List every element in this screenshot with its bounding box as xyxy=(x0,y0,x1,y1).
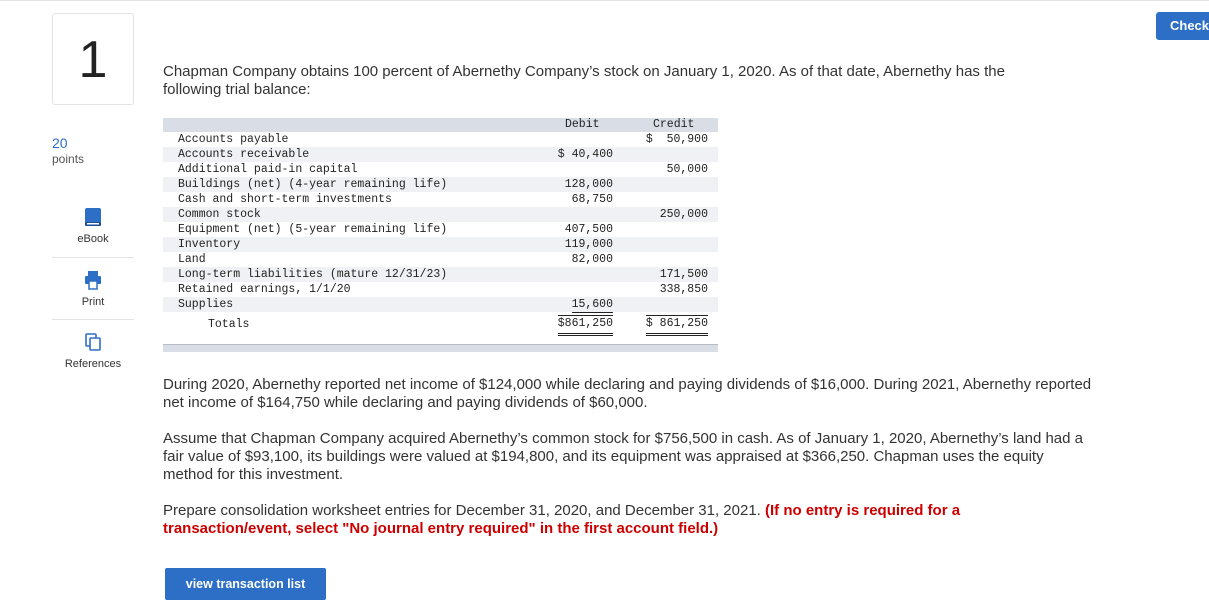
points-label: points xyxy=(52,152,85,166)
sidebar-item-ebook[interactable] xyxy=(52,195,134,257)
account-name: Supplies xyxy=(178,298,234,311)
book-icon xyxy=(84,207,102,227)
credit-cell: 338,850 xyxy=(659,283,708,296)
account-name: Long-term liabilities (mature 12/31/23) xyxy=(178,268,448,281)
acquisition-paragraph: Assume that Chapman Company acquired Abernethy’s common stock for $756,500 in cash. As of January 1, 2020, Abernethy’s land had a fair value of $93,100, its buildings were valued at $194,800, and its equipment was appraised at $366,250. Chapman uses the equity method for this investment. xyxy=(163,430,1084,483)
table-row xyxy=(163,177,718,192)
sidebar-item-print[interactable] xyxy=(52,257,134,319)
debit-cell: 407,500 xyxy=(564,223,613,236)
table-row xyxy=(163,252,718,267)
instructions-text: Prepare consolidation worksheet entries for December 31, 2020, and December 31, 2021. xyxy=(163,502,766,519)
debit-cell: $ 40,400 xyxy=(557,148,613,161)
table-row xyxy=(163,132,718,147)
account-name: Inventory xyxy=(178,238,241,251)
debit-header: Debit xyxy=(565,118,600,131)
credit-cell: 250,000 xyxy=(659,208,708,221)
credit-cell: $ 50,900 xyxy=(645,133,708,146)
totals-credit: $ 861,250 xyxy=(646,315,708,336)
income-paragraph: During 2020, Abernethy reported net income of $124,000 while declaring and paying dividends of $16,000. During 2021, Abernethy reported net income of $164,750 while declaring and paying dividends of $60,000. xyxy=(163,376,1092,411)
credit-header: Credit xyxy=(653,118,695,131)
top-divider xyxy=(0,0,1209,1)
sidebar-item-label: eBook xyxy=(77,233,109,245)
question-number-box xyxy=(52,13,134,105)
debit-cell: 128,000 xyxy=(564,178,613,191)
copy-icon xyxy=(84,332,102,352)
view-transaction-list-button[interactable]: view transaction list xyxy=(165,568,326,600)
trial-balance-header xyxy=(163,118,718,132)
totals-debit: $861,250 xyxy=(558,315,613,336)
account-name: Cash and short-term investments xyxy=(178,193,392,206)
points-value: 20 xyxy=(52,135,68,151)
account-name: Buildings (net) (4-year remaining life) xyxy=(178,178,448,191)
debit-cell: 82,000 xyxy=(571,253,613,266)
table-row xyxy=(163,192,718,207)
sidebar-item-label: References xyxy=(64,358,122,370)
table-row xyxy=(163,147,718,162)
debit-cell: 119,000 xyxy=(564,238,613,251)
account-name: Common stock xyxy=(178,208,261,221)
credit-cell: 50,000 xyxy=(666,163,708,176)
account-name: Land xyxy=(178,253,206,266)
check-button[interactable]: Check xyxy=(1156,12,1209,40)
totals-label: Totals xyxy=(208,318,250,331)
credit-cell: 171,500 xyxy=(659,268,708,281)
trial-balance-table xyxy=(163,118,718,335)
table-row xyxy=(163,282,718,297)
sidebar xyxy=(52,195,134,381)
debit-cell: 15,600 xyxy=(571,298,613,311)
debit-cell: 68,750 xyxy=(571,193,613,206)
table-footer-bar xyxy=(163,344,718,352)
sidebar-item-references[interactable] xyxy=(52,319,134,381)
table-row xyxy=(163,222,718,237)
account-name: Equipment (net) (5-year remaining life) xyxy=(178,223,448,236)
instructions-paragraph xyxy=(163,502,1063,538)
question-number: 1 xyxy=(78,31,108,89)
account-name: Additional paid-in capital xyxy=(178,163,358,176)
account-name: Retained earnings, 1/1/20 xyxy=(178,283,351,296)
table-row xyxy=(163,237,718,252)
instructions-note: (If no entry is required for a transaction/event, select "No journal entry required" in the first account field.) xyxy=(163,502,961,537)
account-name: Accounts payable xyxy=(178,133,289,146)
totals-row xyxy=(163,315,718,335)
intro-paragraph: Chapman Company obtains 100 percent of Abernethy Company’s stock on January 1, 2020. As of that date, Abernethy has the following trial balance: xyxy=(163,63,1005,98)
table-row xyxy=(163,267,718,282)
print-icon xyxy=(84,270,102,290)
table-row xyxy=(163,207,718,222)
table-row xyxy=(163,162,718,177)
account-name: Accounts receivable xyxy=(178,148,310,161)
table-row xyxy=(163,297,718,312)
sidebar-item-label: Print xyxy=(81,296,105,308)
